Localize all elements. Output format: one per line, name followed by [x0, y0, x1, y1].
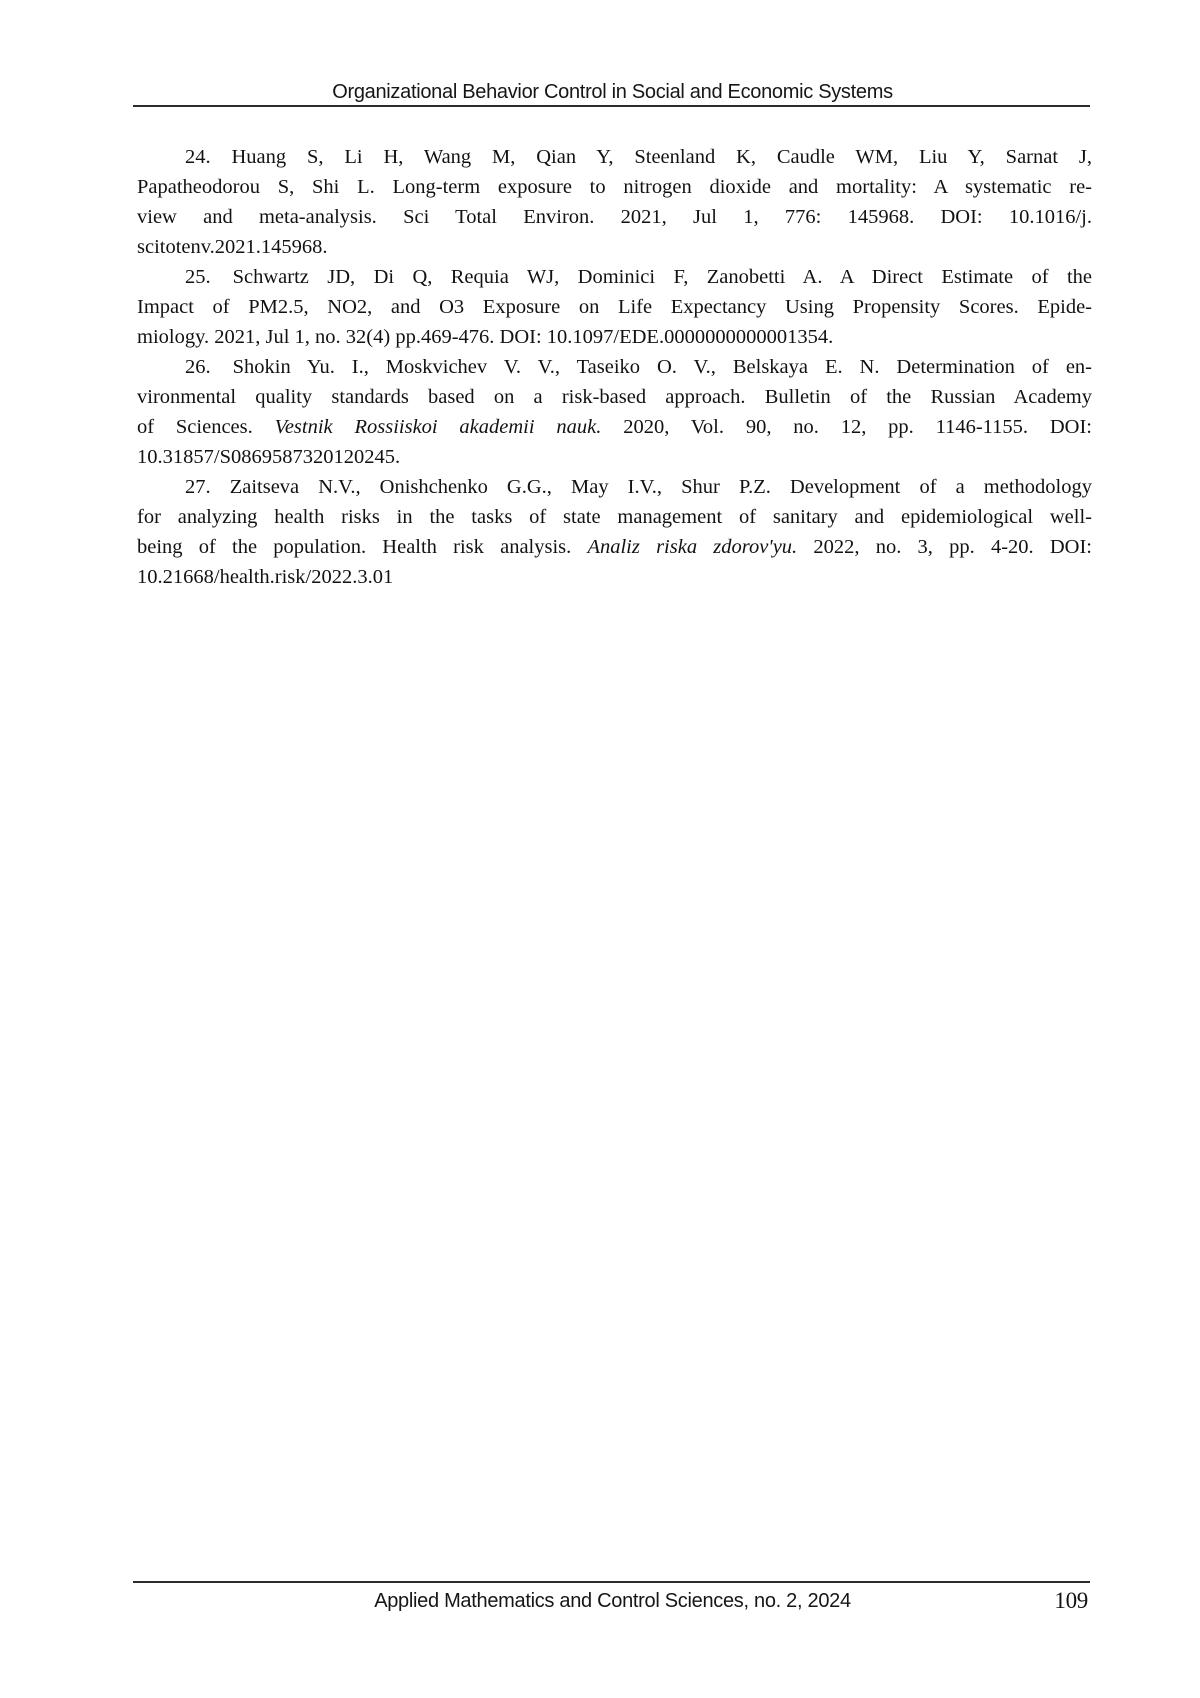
reference-text-segment: Impact of PM2.5, NO2, and O3 Exposure on Life Expectancy Using Propensity Scores. Epide-: [137, 296, 1092, 318]
reference-text-segment: vironmental quality standards based on a risk-based approach. Bulletin of the Russian Academy: [137, 386, 1092, 408]
reference-line: [137, 382, 1092, 412]
reference-line: [137, 142, 1092, 172]
reference-line: [137, 292, 1092, 322]
reference-text-segment: view and meta-analysis. Sci Total Environ. 2021, Jul 1, 776: 145968. DOI: 10.1016/j.: [137, 206, 1092, 228]
reference-text-segment: 2020, Vol. 90, no. 12, pp. 1146-1155. DOI:: [601, 416, 1093, 438]
reference-text-segment: scitotenv.2021.145968.: [137, 236, 328, 258]
reference-text-segment: Schwartz JD, Di Q, Requia WJ, Dominici F, Zanobetti A. A Direct Estimate of the: [232, 266, 1092, 288]
reference-text-segment: miology. 2021, Jul 1, no. 32(4) pp.469-476. DOI: 10.1097/EDE.0000000000001354.: [137, 326, 834, 348]
reference-text-segment: 2022, no. 3, pp. 4-20. DOI:: [797, 536, 1092, 558]
reference-text-segment: 10.31857/S0869587320120245.: [137, 446, 401, 468]
reference-italic-segment: Vestnik Rossiiskoi akademii nauk.: [274, 416, 602, 438]
reference-line: [137, 412, 1092, 442]
reference-line: [137, 532, 1092, 562]
reference-text-segment: 27. Zaitseva N.V., Onishchenko G.G., May I.V., Shur P.Z. Development of a methodology: [185, 476, 1092, 498]
reference-item: [137, 472, 1092, 592]
reference-text-segment: Papatheodorou S, Shi L. Long-term exposure to nitrogen dioxide and mortality: A systematic re-: [137, 176, 1092, 198]
reference-text-segment: Shokin Yu. I., Moskvichev V. V., Taseiko O. V., Belskaya E. N. Determination of en-: [232, 356, 1092, 378]
reference-text-segment: for analyzing health risks in the tasks of state management of sanitary and epidemiological well-: [137, 506, 1092, 528]
running-title: Organizational Behavior Control in Social and Economic Systems: [332, 81, 893, 103]
header-rule: [133, 105, 1090, 107]
reference-item: [137, 142, 1092, 262]
reference-line: [137, 172, 1092, 202]
reference-line: [137, 202, 1092, 232]
reference-line: [137, 442, 1092, 472]
reference-item: [137, 262, 1092, 352]
reference-line: [137, 502, 1092, 532]
reference-line: [137, 262, 1092, 292]
reference-text-segment: of Sciences.: [137, 416, 275, 438]
page-footer: [135, 1589, 1090, 1613]
reference-line: [137, 352, 1092, 382]
reference-line: [137, 232, 1092, 262]
reference-text-segment: being of the population. Health risk analysis.: [137, 536, 588, 558]
reference-item: [137, 352, 1092, 472]
reference-text-segment: 10.21668/health.risk/2022.3.01: [137, 566, 394, 588]
page-number: 109: [1054, 1588, 1088, 1613]
reference-text-segment: 26.: [185, 356, 211, 378]
footer-rule: [133, 1581, 1090, 1583]
reference-text-segment: 25.: [185, 266, 211, 288]
reference-italic-segment: Analiz riska zdorov'yu.: [587, 536, 798, 558]
reference-line: [137, 562, 1092, 592]
references-section: [137, 142, 1092, 592]
reference-line: [137, 472, 1092, 502]
reference-line: [137, 322, 1092, 352]
footer-journal-line: Applied Mathematics and Control Sciences, no. 2, 2024: [374, 1590, 851, 1612]
reference-text-segment: 24. Huang S, Li H, Wang M, Qian Y, Steenland K, Caudle WM, Liu Y, Sarnat J,: [185, 146, 1092, 168]
